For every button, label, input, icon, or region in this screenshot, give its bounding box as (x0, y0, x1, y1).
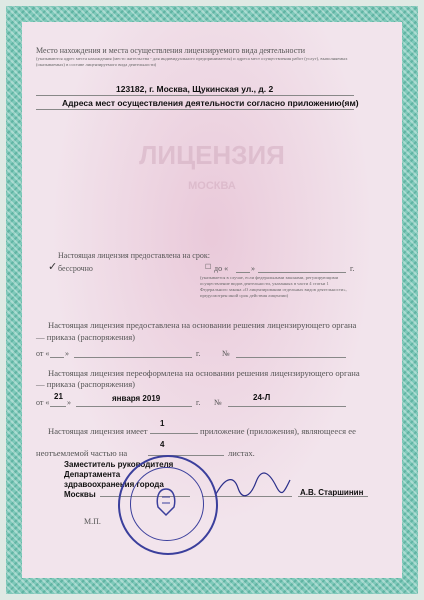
basis-date-line-1 (74, 357, 192, 358)
check-mark-icon: ✓ (48, 261, 58, 273)
term-year-suffix: г. (350, 264, 355, 273)
watermark-title: ЛИЦЕНЗИЯ (139, 140, 285, 170)
basis-day: 21 (54, 392, 63, 401)
basis-quote-1: » (65, 349, 69, 358)
signer-line-2: Департамента (64, 470, 121, 479)
appendix-count-line (150, 433, 198, 434)
appendix-text-2: приложение (приложения), являющееся ее (200, 426, 356, 436)
basis-month-year: января 2019 (112, 394, 161, 403)
address-line (36, 95, 354, 96)
signer-line-1: Заместитель руководителя (64, 460, 174, 469)
basis-number: 24-Л (253, 393, 271, 402)
basis-ot-1: от « (36, 349, 50, 358)
basis-quote-2: » (67, 398, 71, 407)
term-quote: » (251, 264, 255, 273)
address-value: 123182, г. Москва, Щукинская ул., д. 2 (116, 84, 274, 94)
signer-line-4: Москвы (64, 490, 96, 499)
basis-god-1: г. (196, 349, 201, 358)
basis-ot-2: от « (36, 398, 50, 407)
term-date-line (258, 272, 346, 273)
basis-god-2: г. (196, 398, 201, 407)
basis-day-line-2 (50, 406, 66, 407)
basis-date-line-2 (76, 406, 192, 407)
appendix-sheets: 4 (160, 440, 165, 449)
appendix-count: 1 (160, 419, 165, 428)
basis-day-line-1 (50, 357, 64, 358)
signer-line-3: здравоохранения города (64, 480, 164, 489)
term-until: до « (214, 264, 229, 273)
basis-num-line-1 (236, 357, 346, 358)
watermark-sub: МОСКВА (188, 180, 236, 192)
stamp-emblem (118, 455, 214, 551)
signature-mark (212, 470, 292, 500)
appendix-text-3: неотъемлемой частью на (36, 448, 128, 458)
places-value: Адреса мест осуществления деятельности согласно приложению(ям) (62, 98, 359, 108)
checkbox-icon: ☐ (205, 263, 212, 271)
term-day-line (236, 272, 250, 273)
basis-label-1: Настоящая лицензия предоставлена на основании решения лицензирующего органа (48, 320, 357, 330)
basis-num-line-2 (228, 406, 346, 407)
location-intro: Место нахождения и места осуществления лицензируемого вида деятельности (36, 46, 306, 55)
basis-prikaz-2: — приказа (распоряжения) (36, 379, 136, 389)
signer-name: А.В. Старшинин (300, 488, 364, 497)
term-note: (указывается в случае, если федеральными законами, регулирующими осуществление видов деятельности, указанных в части 4 статьи 1 Федерального закона «О лицензировании отдельных видов деятельности», предусмотрен иной срок действия лицензии) (200, 275, 347, 298)
basis-label-2: Настоящая лицензия переоформлена на основании решения лицензирующего органа (48, 368, 360, 378)
appendix-text-1: Настоящая лицензия имеет (48, 426, 148, 436)
location-intro-small: (указываются адрес места нахождения (место жительства - для индивидуального предпринимателя) и адреса мест осуществления работ (услуг), выполняемых (оказываемых) в составе лицензируемого вида деятельности) (36, 56, 348, 67)
basis-prikaz-1: — приказа (распоряжения) (36, 332, 136, 342)
term-label: Настоящая лицензия предоставлена на срок: (58, 251, 210, 260)
seal-place-label: М.П. (84, 517, 101, 526)
signer-name-line (298, 496, 368, 497)
basis-num-2: № (214, 398, 222, 407)
official-stamp (118, 455, 218, 555)
appendix-text-4: листах. (228, 448, 255, 458)
basis-num-1: № (222, 349, 230, 358)
term-unlimited: бессрочно (58, 264, 93, 273)
places-line (36, 109, 354, 110)
